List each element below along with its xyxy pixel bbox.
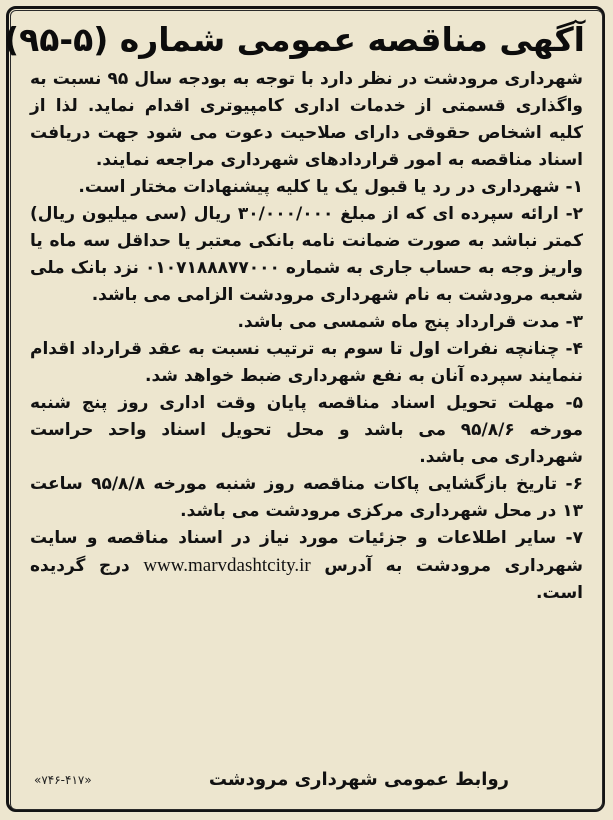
clause-number: ۵- (565, 393, 583, 413)
clause-text-end: درج گردیده است. (30, 556, 583, 603)
issuer-signature: روابط عمومی شهرداری مرودشت (208, 769, 509, 790)
notice-body (30, 66, 583, 607)
clause-text: چنانچه نفرات اول تا سوم به ترتیب نسبت به عقد قرارداد اقدام ننمایند سپرده آنان به نفع شهرداری ضبط خواهد شد. (30, 339, 583, 386)
clause-number: ۲- (565, 204, 584, 224)
intro-paragraph: شهرداری مرودشت در نظر دارد با توجه به بودجه سال ۹۵ نسبت به واگذاری قسمتی از خدمات اداری کامپیوتری اقدام نماید. لذا از کلیه اشخاص حقوقی دارای صلاحیت دعوت می شود جهت دریافت اسناد مناقصه به امور قراردادهای شهرداری مراجعه نمایند. (30, 69, 583, 170)
website-url: www.marvdashtcity.ir (143, 555, 311, 576)
clause-1 (30, 174, 583, 201)
clause-6 (30, 471, 583, 525)
clause-number: ۷- (565, 528, 583, 548)
clause-text: شهرداری در رد یا قبول یک یا کلیه پیشنهادات مختار است. (78, 177, 560, 197)
notice-title: آگهی مناقصه عمومی شماره (۵-۹۵) (3, 20, 585, 59)
ad-reference-code: «۷۴۶-۴۱۷» (34, 773, 92, 787)
clause-2 (30, 201, 583, 309)
clause-text: ارائه سپرده ای که از مبلغ ۳۰/۰۰۰/۰۰۰ ریال (سی میلیون ریال) کمتر نباشد به صورت ضمانت نامه بانکی معتبر یا حداقل سه ماه یا واریز وجه به حساب جاری به شماره ۰۱۰۷۱۸۸۸۷۷۰۰۰ نزد بانک ملی شعبه مرودشت به نام شهرداری مرودشت الزامی می باشد. (30, 204, 583, 305)
notice-footer (26, 764, 587, 796)
clause-number: ۴- (565, 339, 583, 359)
clause-number: ۶- (565, 474, 583, 494)
clause-text: تاریخ بازگشایی پاکات مناقصه روز شنبه مورخه ۹۵/۸/۸ ساعت ۱۳ در محل شهرداری مرکزی مرودشت می باشد. (30, 474, 583, 521)
clause-3 (30, 309, 583, 336)
clause-text: مدت قرارداد پنج ماه شمسی می باشد. (237, 312, 560, 332)
clause-text: سایر اطلاعات و جزئیات مورد نیاز در اسناد مناقصه و سایت شهرداری مرودشت به آدرس (30, 528, 584, 576)
clause-4 (30, 336, 583, 390)
clause-number: ۳- (565, 312, 583, 332)
clause-7 (30, 525, 583, 607)
clause-text: مهلت تحویل اسناد مناقصه پایان وقت اداری روز پنج شنبه مورخه ۹۵/۸/۶ می باشد و محل تحویل اسناد واحد حراست شهرداری می باشد. (30, 393, 583, 467)
clause-number: ۱- (565, 177, 583, 197)
clause-5 (30, 390, 583, 471)
